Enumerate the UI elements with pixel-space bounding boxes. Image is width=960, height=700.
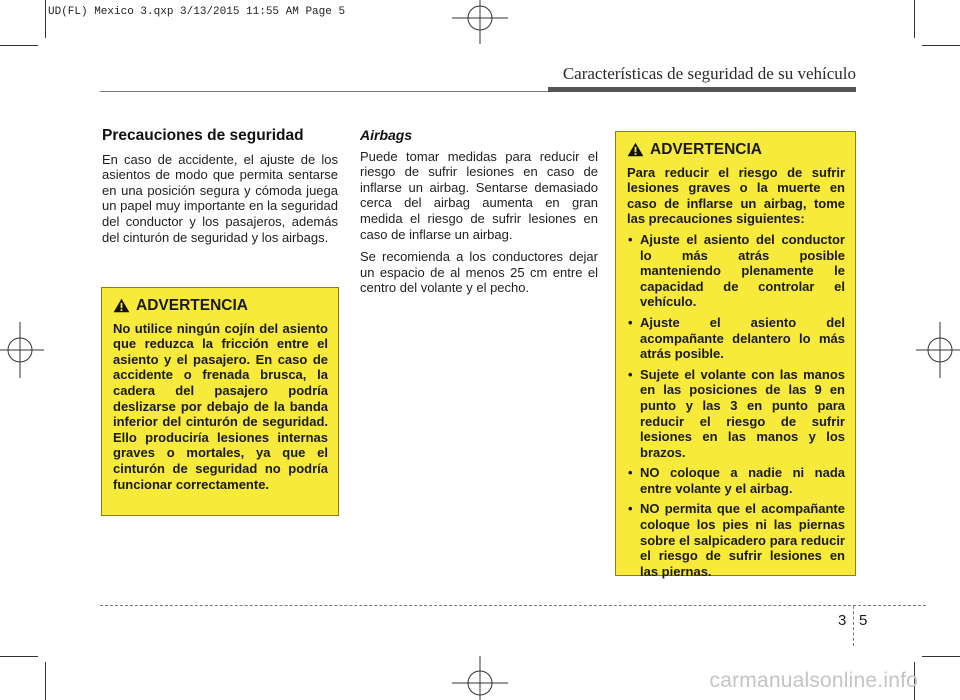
- crop-mark-top-right-h: [922, 45, 960, 46]
- warning-header: [113, 298, 328, 314]
- airbags-paragraph-1: Puede tomar medidas para reducir el riesgo de sufrir lesiones en caso de inflarse un airbag. Sentarse demasiado cerca del airbag aumenta en gran medida el riesgo de sufrir lesiones en caso de inflarse un airbag.: [360, 148, 598, 242]
- watermark: carmanualsonline.info: [709, 669, 918, 692]
- registration-mark-bottom-icon: [448, 656, 512, 700]
- list-item: • Ajuste el asiento del acompañante delantero lo más atrás posible.: [627, 315, 845, 362]
- crop-mark-bottom-right-h: [922, 656, 960, 657]
- airbag-warning-intro: Para reducir el riesgo de sufrir lesiones graves o la muerte en caso de inflarse un airbag, tome las precauciones siguientes:: [627, 164, 845, 227]
- seat-cushion-warning-box: [101, 287, 339, 516]
- warning-triangle-icon: [627, 142, 644, 157]
- safety-precautions-heading: Precauciones de seguridad: [102, 127, 304, 144]
- crop-mark-bottom-left-h: [0, 656, 38, 657]
- section-title: Características de seguridad de su vehículo: [562, 64, 856, 83]
- header-rule-accent: [548, 87, 856, 92]
- list-item: • Ajuste el asiento del conductor lo más atrás posible manteniendo plenamente le capacidad de controlar el vehículo.: [627, 232, 845, 310]
- left-column: [102, 128, 338, 252]
- list-item: • Sujete el volante con las manos en las posiciones de las 9 en punto y las 3 en punto para reducir el riesgo de sufrir lesiones en las manos y los brazos.: [627, 367, 845, 461]
- registration-mark-left-icon: [0, 318, 44, 382]
- warning-triangle-icon: [113, 298, 130, 313]
- chapter-number: 3: [838, 612, 847, 629]
- warning-title: ADVERTENCIA: [136, 297, 248, 314]
- crop-mark-bottom-left-v: [45, 662, 46, 700]
- warning-title: ADVERTENCIA: [650, 141, 762, 158]
- airbag-precautions-list: [627, 232, 845, 579]
- registration-mark-right-icon: [916, 318, 960, 382]
- registration-mark-top-icon: [448, 0, 512, 44]
- footer-rule: [100, 605, 926, 606]
- warning-header: [627, 142, 845, 158]
- safety-precautions-paragraph: En caso de accidente, el ajuste de los asientos de modo que permita sentarse en una posición segura y cómoda juega un papel muy importante en la seguridad del conductor y los pasajeros, además del cinturón de seguridad y los airbags.: [102, 151, 338, 245]
- middle-column: [360, 128, 598, 303]
- print-header: UD(FL) Mexico 3.qxp 3/13/2015 11:55 AM Page 5: [48, 6, 346, 18]
- list-item: • NO permita que el acompañante coloque los pies ni las piernas sobre el salpicadero para reducir el riesgo de sufrir lesiones en las piernas.: [627, 501, 845, 579]
- list-item: • NO coloque a nadie ni nada entre volante y el airbag.: [627, 465, 845, 496]
- airbag-warning-box: [615, 131, 856, 579]
- crop-mark-top-left-v: [45, 0, 46, 38]
- seat-cushion-warning-text: No utilice ningún cojín del asiento que reduzca la fricción entre el asiento y el pasajero. En caso de accidente o frenada brusca, la cadera del pasajero podría deslizarse por debajo de la banda inferior del cinturón de seguridad. Ello produciría lesiones internas graves o mortales, ya que el cinturón de seguridad no podría funcionar correctamente.: [113, 320, 328, 492]
- airbags-paragraph-2: Se recomienda a los conductores dejar un espacio de al menos 25 cm entre el centro del volante y el pecho.: [360, 249, 598, 296]
- crop-mark-top-left-h: [0, 45, 38, 46]
- airbags-heading: Airbags: [360, 127, 413, 143]
- crop-mark-top-right-v: [914, 0, 915, 38]
- page-number: 5: [859, 612, 868, 629]
- page-number-separator: [853, 606, 854, 646]
